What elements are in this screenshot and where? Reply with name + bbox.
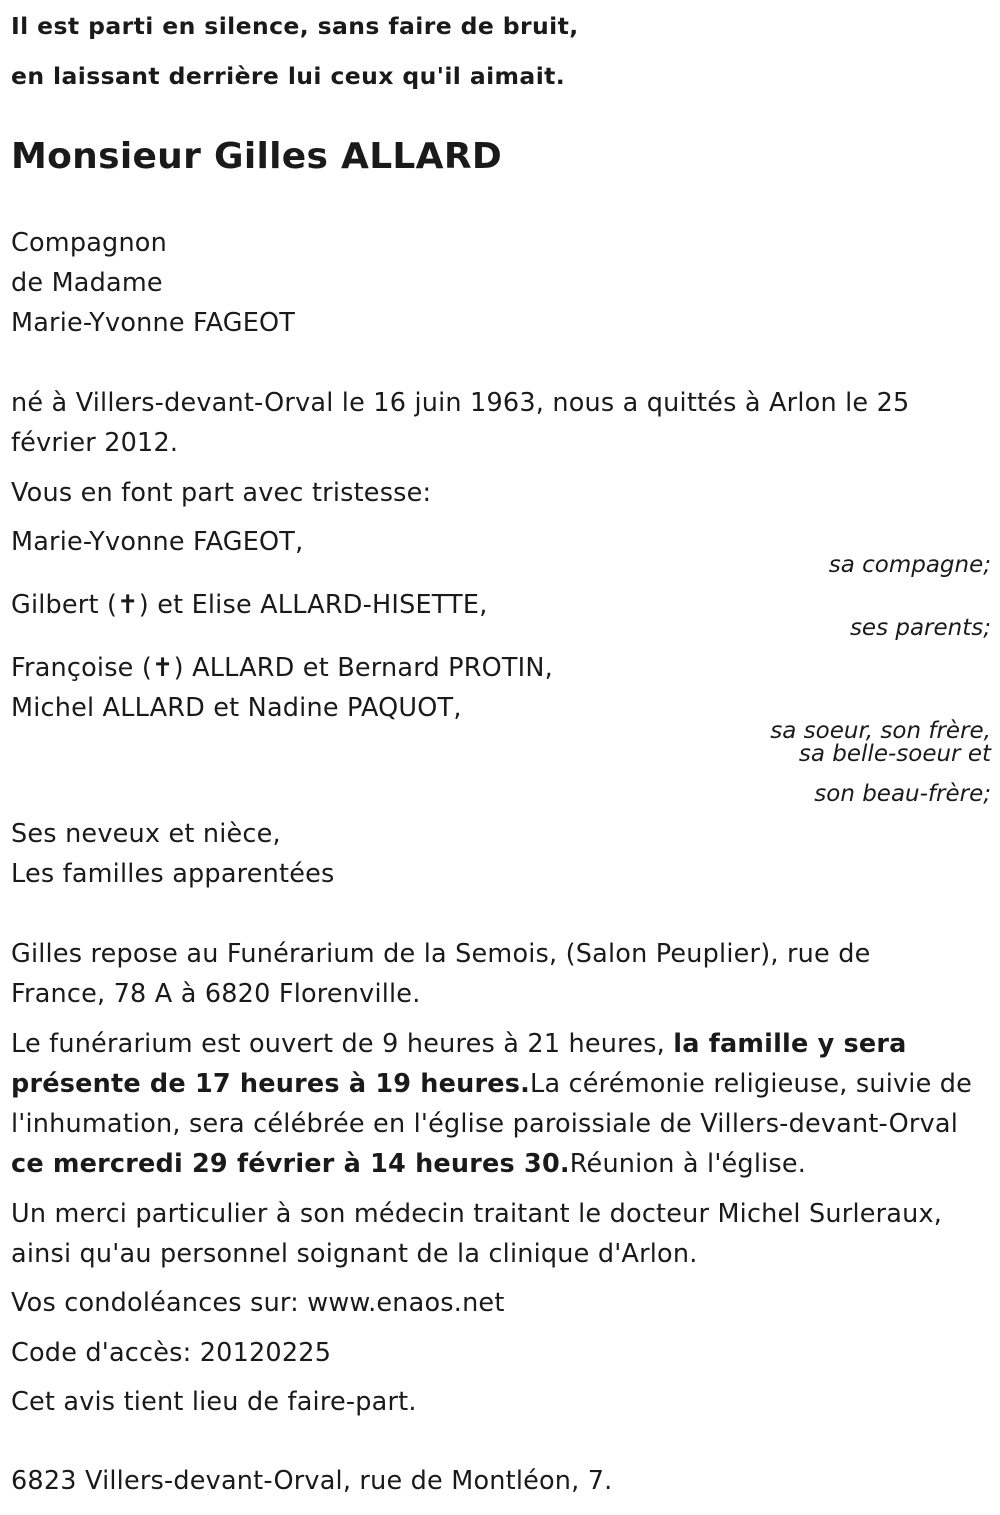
thanks-line-2: ainsi qu'au personnel soignant de la clinique d'Arlon. <box>11 1239 698 1269</box>
parents-role: ses parents; <box>849 615 991 641</box>
cross-icon: ✝ <box>152 653 174 683</box>
companion-role: sa compagne; <box>828 552 991 578</box>
siblings-role-1: sa soeur, son frère, <box>770 718 991 744</box>
sibling-2: Michel ALLARD et Nadine PAQUOT, <box>11 693 462 723</box>
rest-line-2: France, 78 A à 6820 Florenville. <box>11 979 421 1009</box>
meeting-text: Réunion à l'église. <box>569 1149 807 1179</box>
sibling-1 <box>11 648 553 688</box>
hours-text: Le funérarium est ouvert de 9 heures à 21 heures, <box>11 1029 674 1059</box>
nephews: Ses neveux et nièce, <box>11 819 281 849</box>
parents-text-b: ) et Elise ALLARD-HISETTE, <box>138 590 488 620</box>
sibling-1-text-b: ) ALLARD et Bernard PROTIN, <box>173 653 553 683</box>
cross-icon: ✝ <box>117 590 139 620</box>
companion-line-2: de Madame <box>11 268 163 298</box>
siblings-role-2: sa belle-soeur et <box>798 741 991 767</box>
parents-text-a: Gilbert ( <box>11 590 118 620</box>
ceremony-text: La cérémonie religieuse, suivie de l'inhumation, sera célébrée en l'église paroissiale de Villers-devant-Orval <box>11 1069 973 1139</box>
notice-text: Cet avis tient lieu de faire-part. <box>11 1387 417 1417</box>
birth-death-line-1: né à Villers-devant-Orval le 16 juin 1963, nous a quittés à Arlon le 25 <box>11 388 910 418</box>
relatives: Les familles apparentées <box>11 859 335 889</box>
companion-line-1: Compagnon <box>11 228 167 258</box>
condolences: Vos condoléances sur: www.enaos.net <box>11 1288 505 1318</box>
deceased-name: Monsieur Gilles ALLARD <box>11 136 503 177</box>
thanks-line-1: Un merci particulier à son médecin traitant le docteur Michel Surleraux, <box>11 1199 943 1229</box>
siblings-role-3: son beau-frère; <box>814 781 991 807</box>
address: 6823 Villers-devant-Orval, rue de Montléon, 7. <box>11 1466 613 1496</box>
announcement: Vous en font part avec tristesse: <box>11 478 432 508</box>
intro-line-2: en laissant derrière lui ceux qu'il aimait. <box>11 62 566 90</box>
sibling-1-text-a: Françoise ( <box>11 653 153 683</box>
companion-line-3: Marie-Yvonne FAGEOT <box>11 308 296 338</box>
ceremony-paragraph <box>11 1024 986 1184</box>
access-code: Code d'accès: 20120225 <box>11 1338 332 1368</box>
companion-name: Marie-Yvonne FAGEOT, <box>11 527 304 557</box>
ceremony-date: ce mercredi 29 février à 14 heures 30. <box>11 1149 570 1179</box>
parents <box>11 585 488 625</box>
family-presence: la famille y sera présente de 17 heures à 19 heures. <box>11 1029 907 1099</box>
rest-line-1: Gilles repose au Funérarium de la Semois, (Salon Peuplier), rue de <box>11 939 871 969</box>
intro-line-1: Il est parti en silence, sans faire de bruit, <box>11 12 579 40</box>
birth-death-line-2: février 2012. <box>11 428 179 458</box>
